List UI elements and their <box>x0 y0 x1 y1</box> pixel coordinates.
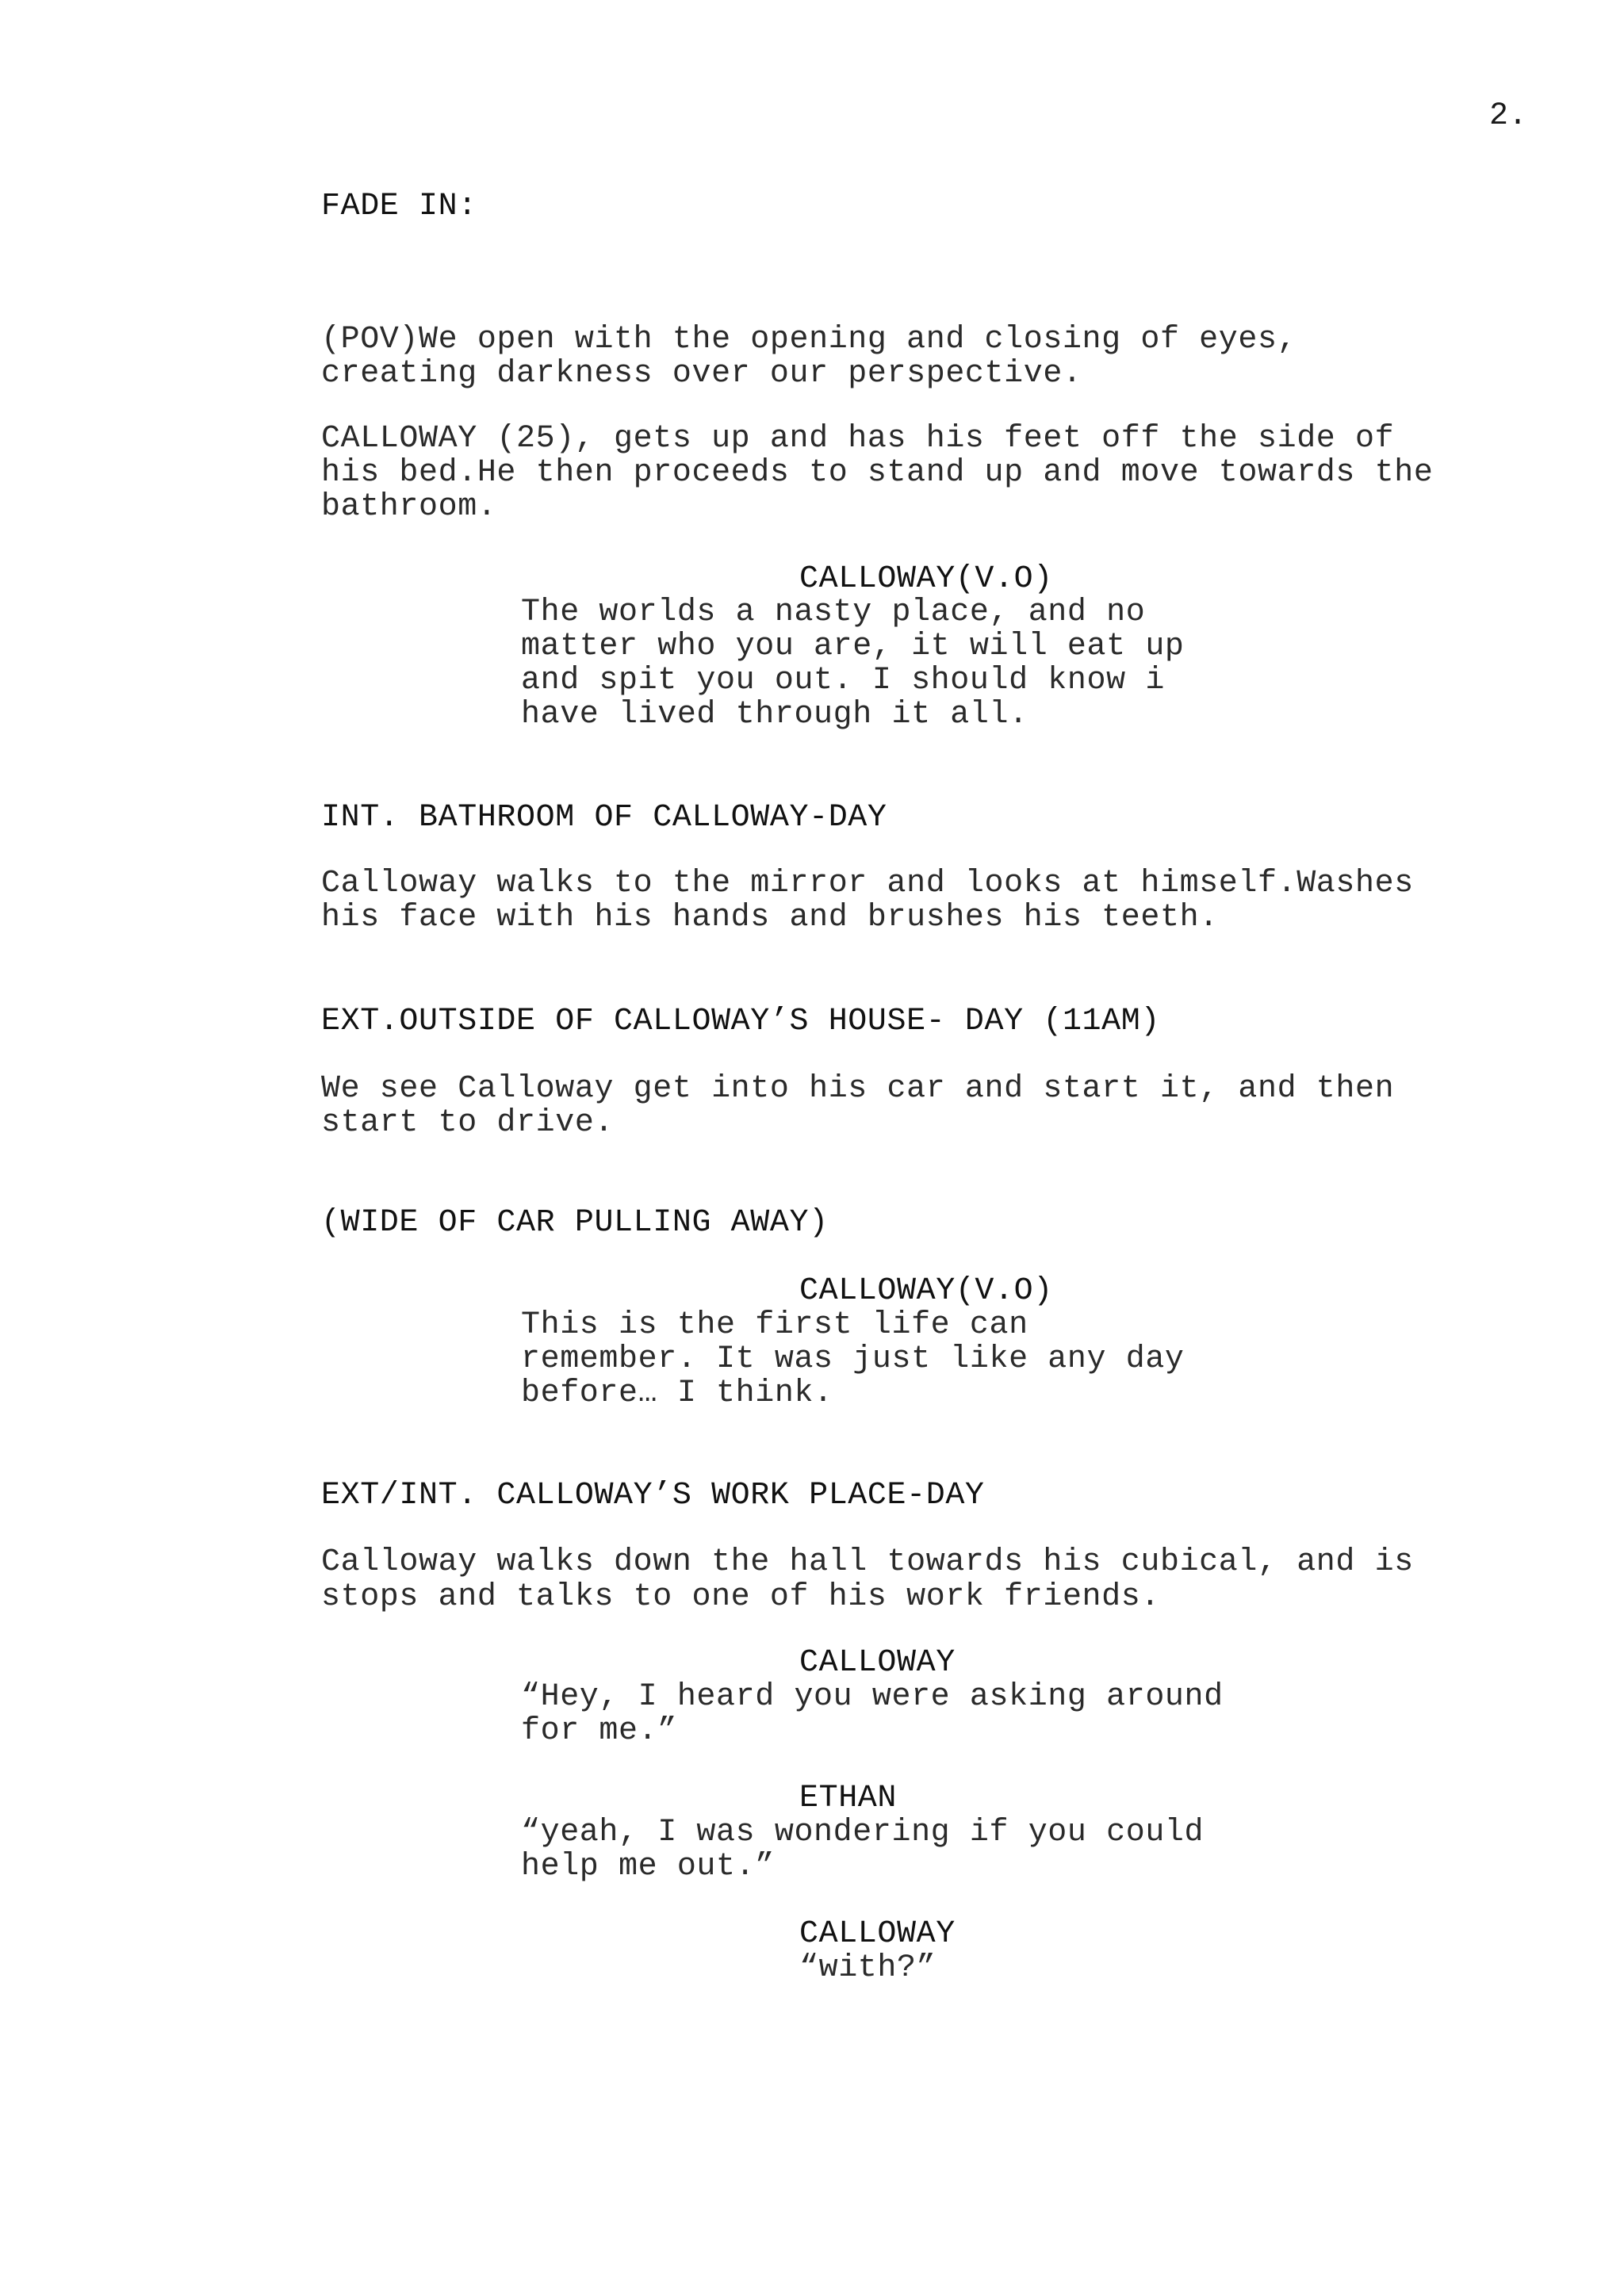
dialogue-line: “yeah, I was wondering if you could <box>521 1815 1205 1850</box>
dialogue-line: have lived through it all. <box>521 697 1028 733</box>
shot-heading: (WIDE OF CAR PULLING AWAY) <box>321 1205 829 1241</box>
action-line: bathroom. <box>321 489 497 525</box>
dialogue-line: remember. It was just like any day <box>521 1341 1185 1377</box>
dialogue-line: before… I think. <box>521 1376 833 1411</box>
transition-fade-in: FADE IN: <box>321 189 477 224</box>
action-line: creating darkness over our perspective. <box>321 356 1082 392</box>
action-line: his bed.He then proceeds to stand up and move towards the <box>321 455 1434 491</box>
character-name: CALLOWAY(V.O) <box>799 561 1053 597</box>
scene-heading: EXT/INT. CALLOWAY’S WORK PLACE-DAY <box>321 1478 985 1513</box>
dialogue-line: “with?” <box>799 1950 936 1986</box>
action-line: (POV)We open with the opening and closing of eyes, <box>321 322 1297 358</box>
action-line: Calloway walks to the mirror and looks at himself.Washes <box>321 866 1414 901</box>
action-line: start to drive. <box>321 1105 615 1141</box>
scene-heading: INT. BATHROOM OF CALLOWAY-DAY <box>321 800 887 836</box>
dialogue-line: The worlds a nasty place, and no <box>521 595 1146 630</box>
scene-heading: EXT.OUTSIDE OF CALLOWAY’S HOUSE- DAY (11AM) <box>321 1004 1160 1039</box>
dialogue-line: help me out.” <box>521 1849 775 1885</box>
character-name: CALLOWAY <box>799 1916 956 1952</box>
dialogue-line: This is the first life can <box>521 1307 1028 1343</box>
action-line: Calloway walks down the hall towards his cubical, and is <box>321 1544 1414 1580</box>
action-line: We see Calloway get into his car and start it, and then <box>321 1071 1395 1107</box>
dialogue-line: for me.” <box>521 1713 677 1749</box>
character-name: CALLOWAY <box>799 1645 956 1681</box>
action-line: stops and talks to one of his work friends. <box>321 1579 1160 1615</box>
action-line: CALLOWAY (25), gets up and has his feet off the side of <box>321 421 1395 457</box>
page-number: 2. <box>1489 98 1528 134</box>
dialogue-line: “Hey, I heard you were asking around <box>521 1679 1224 1715</box>
character-name: CALLOWAY(V.O) <box>799 1273 1053 1309</box>
dialogue-line: and spit you out. I should know i <box>521 663 1165 698</box>
character-name: ETHAN <box>799 1781 898 1816</box>
dialogue-line: matter who you are, it will eat up <box>521 629 1185 664</box>
action-line: his face with his hands and brushes his teeth. <box>321 900 1219 936</box>
